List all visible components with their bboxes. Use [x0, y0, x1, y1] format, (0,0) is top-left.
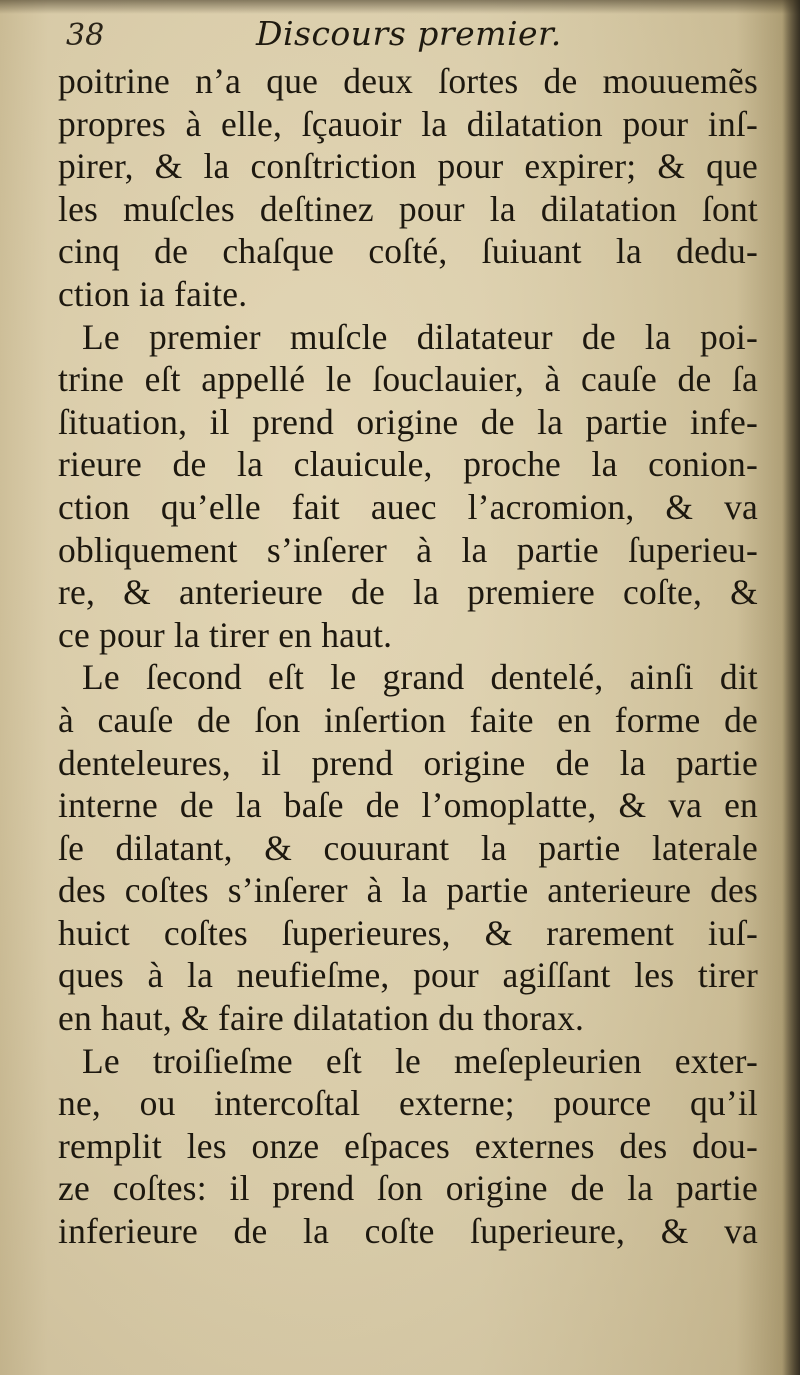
text-line: huict coſtes ſuperieures, & rarement iuſ- — [58, 912, 758, 953]
page-top-shadow — [0, 0, 800, 14]
running-head: Discours premier. — [256, 14, 562, 53]
text-line: denteleures, il prend origine de la partie — [58, 742, 758, 783]
text-line: propres à elle, ſçauoir la dilatation pour inſ- — [58, 103, 758, 144]
text-line: Le premier muſcle dilatateur de la poi- — [82, 316, 758, 357]
text-line: en haut, & faire dilatation du thorax. — [58, 998, 585, 1039]
text-line: ction ia faite. — [58, 273, 248, 314]
page-header — [66, 14, 746, 58]
text-line: ze coſtes: il prend ſon origine de la partie — [58, 1168, 758, 1209]
text-line: Le troiſieſme eſt le meſepleurien exter- — [82, 1040, 758, 1081]
text-line: Le ſecond eſt le grand dentelé, ainſi dit — [82, 657, 758, 698]
text-line: ſe dilatant, & couurant la partie laterale — [58, 827, 758, 868]
text-line: remplit les onze eſpaces externes des dou- — [58, 1125, 758, 1166]
text-line: inferieure de la coſte ſuperieure, & va — [58, 1211, 758, 1252]
text-line: ſituation, il prend origine de la partie infe- — [58, 401, 758, 442]
text-line: les muſcles deſtinez pour la dilatation ſont — [58, 188, 758, 229]
text-line: rieure de la clauicule, proche la conion- — [58, 444, 758, 485]
page-number: 38 — [66, 18, 105, 53]
text-line: à cauſe de ſon inſertion faite en forme de — [58, 699, 758, 740]
text-line: trine eſt appellé le ſouclauier, à cauſe de ſa — [58, 359, 758, 400]
body-text — [58, 60, 758, 1253]
text-line: obliquement s’inſerer à la partie ſuperieu- — [58, 529, 758, 570]
text-line: ce pour la tirer en haut. — [58, 614, 393, 655]
text-line: cinq de chaſque coſté, ſuiuant la dedu- — [58, 231, 758, 272]
page-gutter-edge — [782, 0, 800, 1375]
text-line: re, & anterieure de la premiere coſte, & — [58, 572, 758, 613]
text-line: ne, ou intercoſtal externe; pource qu’il — [58, 1083, 758, 1124]
text-line: ction qu’elle fait auec l’acromion, & va — [58, 486, 758, 527]
text-line: des coſtes s’inſerer à la partie anterieure des — [58, 870, 758, 911]
text-line: poitrine n’a que deux ſortes de mouuemẽs — [58, 61, 758, 101]
text-line: ques à la neufieſme, pour agiſſant les tirer — [58, 955, 758, 996]
text-line: interne de la baſe de l’omoplatte, & va en — [58, 785, 758, 826]
text-line: pirer, & la conſtriction pour expirer; & que — [58, 146, 758, 187]
